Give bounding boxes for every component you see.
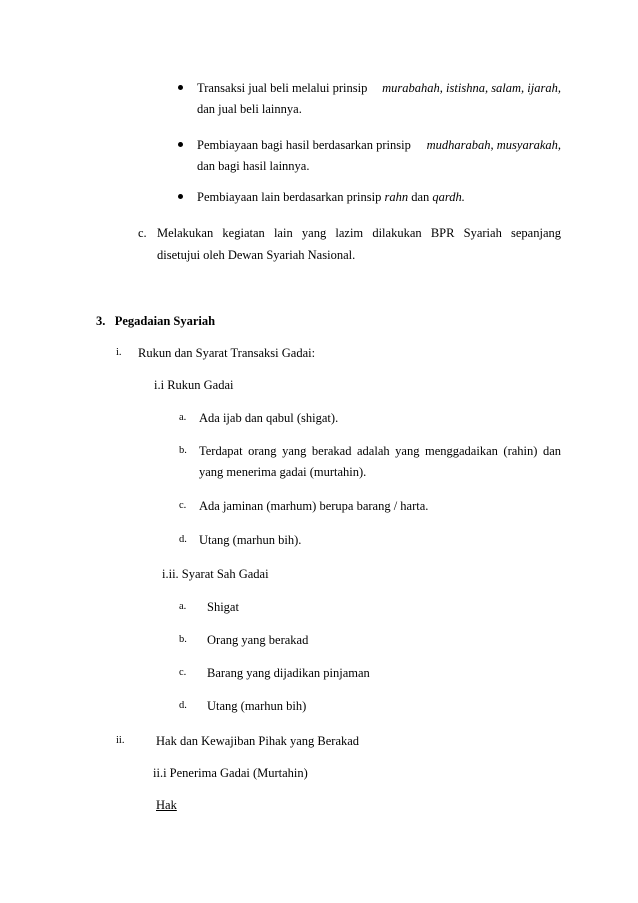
hak-heading: Hak — [156, 798, 177, 812]
bullet-icon — [178, 85, 183, 90]
bullet-1-line-1: Transaksi jual beli melalui prinsip murabahah, istishna, salam, ijarah, — [197, 81, 561, 95]
bullet-2-line-1: Pembiayaan bagi hasil berdasarkan prinsip mudharabah, musyarakah, — [197, 138, 561, 152]
sub-i-marker: i. — [116, 347, 122, 358]
sub-ii-marker: ii. — [116, 735, 125, 746]
rukun-c-text: Ada jaminan (marhum) berupa barang / harta. — [199, 499, 429, 513]
bullet-2-line-2: dan bagi hasil lainnya. — [197, 159, 310, 173]
section-3-title: 3. Pegadaian Syariah — [96, 314, 216, 328]
syarat-sah-title: i.ii. Syarat Sah Gadai — [162, 567, 269, 581]
syarat-c-marker: c. — [179, 667, 187, 678]
sub-i-title: Rukun dan Syarat Transaksi Gadai: — [138, 346, 316, 360]
item-c-marker: c. — [138, 226, 147, 240]
bullet-3-line-1: Pembiayaan lain berdasarkan prinsip rahn dan qardh. — [197, 190, 465, 204]
bullet-icon — [178, 142, 183, 147]
bullet-2-italic: mudharabah, musyarakah, — [426, 138, 561, 152]
rukun-b-marker: b. — [179, 445, 187, 456]
rukun-b-line-1: Terdapat orang yang berakad adalah yang menggadaikan (rahin) dan — [199, 444, 561, 458]
syarat-b-text: Orang yang berakad — [207, 633, 309, 647]
syarat-c-text: Barang yang dijadikan pinjaman — [207, 666, 370, 680]
penerima-gadai-title: ii.i Penerima Gadai (Murtahin) — [153, 766, 308, 780]
sub-ii-title: Hak dan Kewajiban Pihak yang Berakad — [156, 734, 360, 748]
syarat-b-marker: b. — [179, 634, 187, 645]
item-c-line-2: disetujui oleh Dewan Syariah Nasional. — [157, 248, 356, 262]
syarat-d-marker: d. — [179, 700, 187, 711]
rukun-a-marker: a. — [179, 412, 187, 423]
rukun-c-marker: c. — [179, 500, 187, 511]
bullet-1-line-2: dan jual beli lainnya. — [197, 102, 302, 116]
syarat-d-text: Utang (marhun bih) — [207, 699, 307, 713]
rukun-a-text: Ada ijab dan qabul (shigat). — [199, 411, 339, 425]
rukun-b-line-2: yang menerima gadai (murtahin). — [199, 465, 367, 479]
syarat-a-marker: a. — [179, 601, 187, 612]
syarat-a-text: Shigat — [207, 600, 239, 614]
item-c-line-1: Melakukan kegiatan lain yang lazim dilakukan BPR Syariah sepanjang — [157, 226, 561, 240]
bullet-icon — [178, 194, 183, 199]
rukun-gadai-title: i.i Rukun Gadai — [154, 378, 234, 392]
rukun-d-text: Utang (marhun bih). — [199, 533, 302, 547]
bullet-1-italic: murabahah, istishna, salam, ijarah, — [382, 81, 561, 95]
rukun-d-marker: d. — [179, 534, 187, 545]
